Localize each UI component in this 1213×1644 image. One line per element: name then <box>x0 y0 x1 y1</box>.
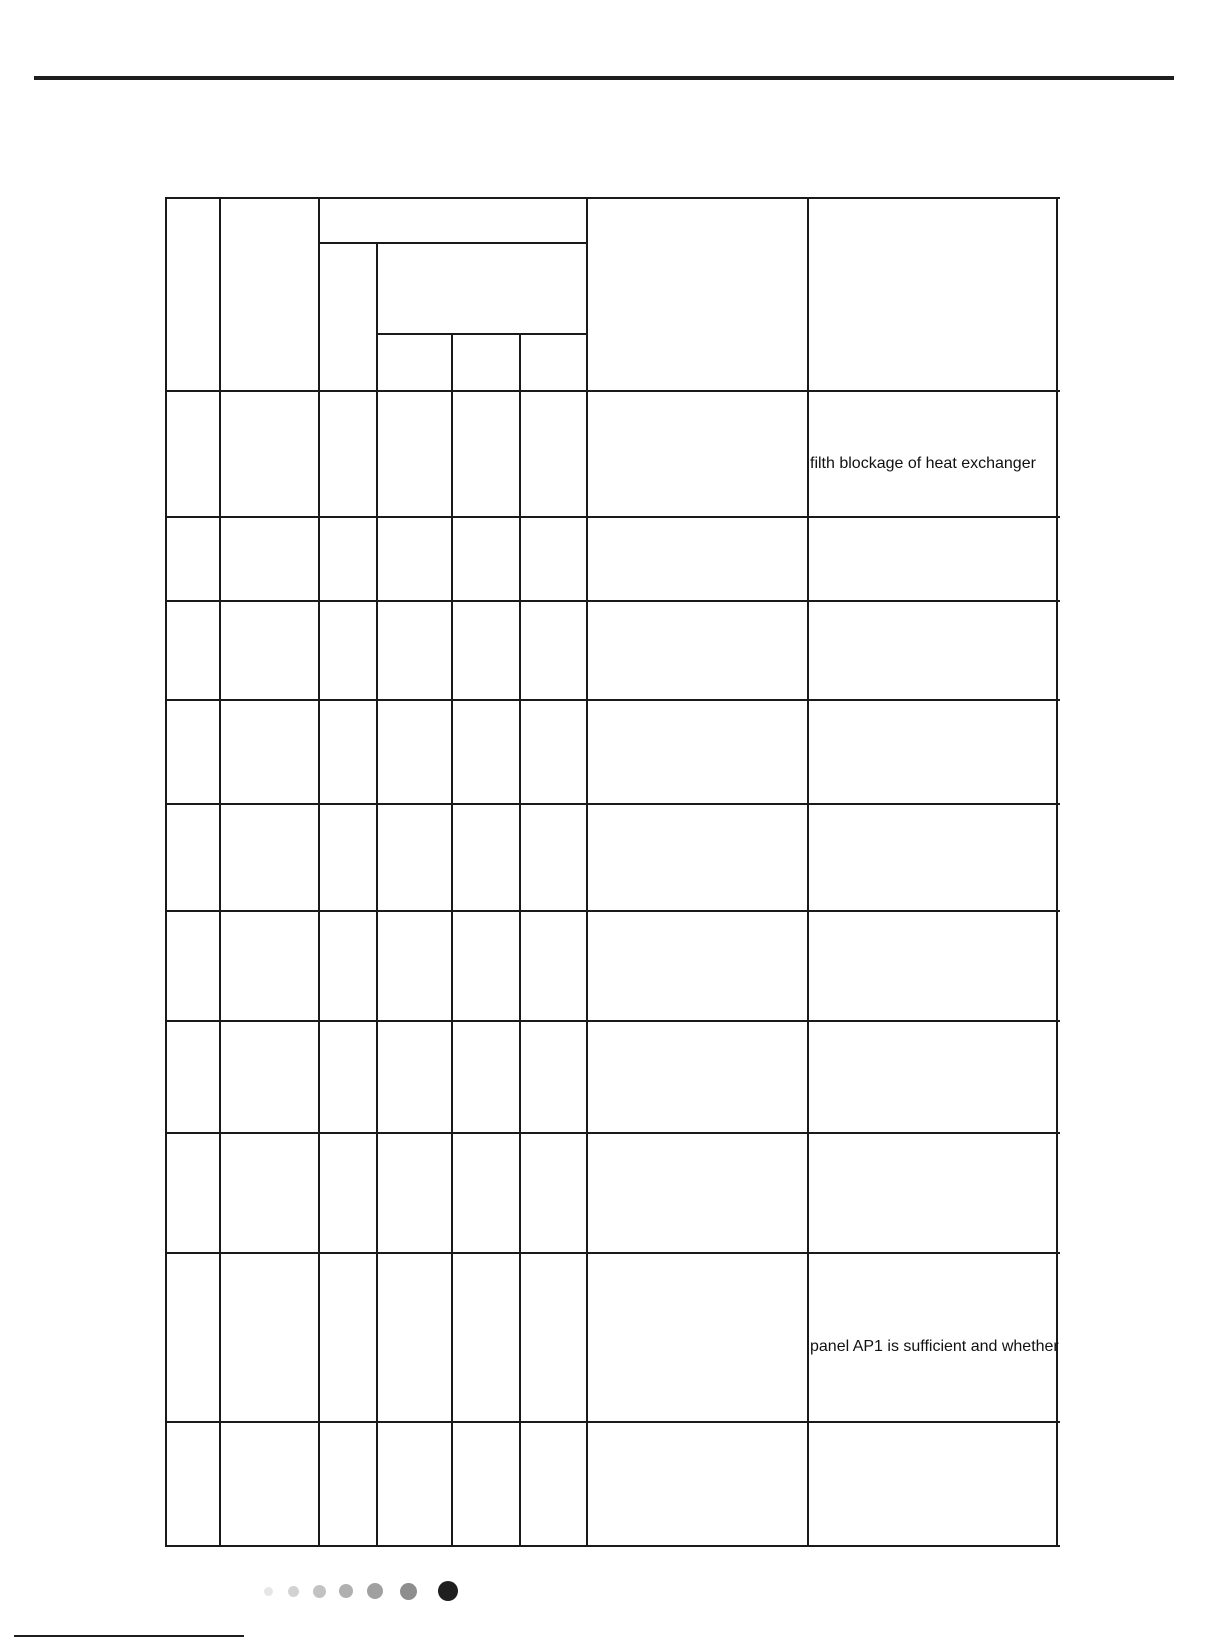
table-border-bottom <box>165 1545 1060 1547</box>
page-dot-active <box>438 1581 458 1601</box>
row-divider <box>165 910 1060 912</box>
column-divider <box>519 333 521 1546</box>
solution-cell-text: filth blockage of heat exchanger <box>810 455 1036 472</box>
footer-rule <box>14 1635 244 1637</box>
row-divider <box>165 516 1060 518</box>
header-divider <box>318 242 587 244</box>
header-divider <box>376 333 587 335</box>
table-border-top <box>165 197 1060 199</box>
page-dot <box>313 1585 326 1598</box>
page-dot <box>288 1586 299 1597</box>
header-rule <box>34 76 1174 80</box>
page-dot <box>400 1583 417 1600</box>
page-dot <box>264 1587 273 1596</box>
column-divider <box>376 242 378 1546</box>
column-divider <box>451 333 453 1546</box>
solution-cell-text: panel AP1 is sufficient and whether <box>810 1338 1059 1355</box>
row-divider <box>165 803 1060 805</box>
row-divider <box>165 1020 1060 1022</box>
header-bottom <box>165 390 1060 392</box>
page-dot <box>339 1584 353 1598</box>
row-divider <box>165 1421 1060 1423</box>
row-divider <box>165 1132 1060 1134</box>
column-divider <box>586 197 588 1546</box>
row-divider <box>165 1252 1060 1254</box>
row-divider <box>165 600 1060 602</box>
column-divider <box>219 197 221 1546</box>
table-border-left <box>165 197 167 1546</box>
column-divider <box>807 197 809 1546</box>
row-divider <box>165 699 1060 701</box>
page-dot <box>367 1583 383 1599</box>
column-divider <box>318 197 320 1546</box>
